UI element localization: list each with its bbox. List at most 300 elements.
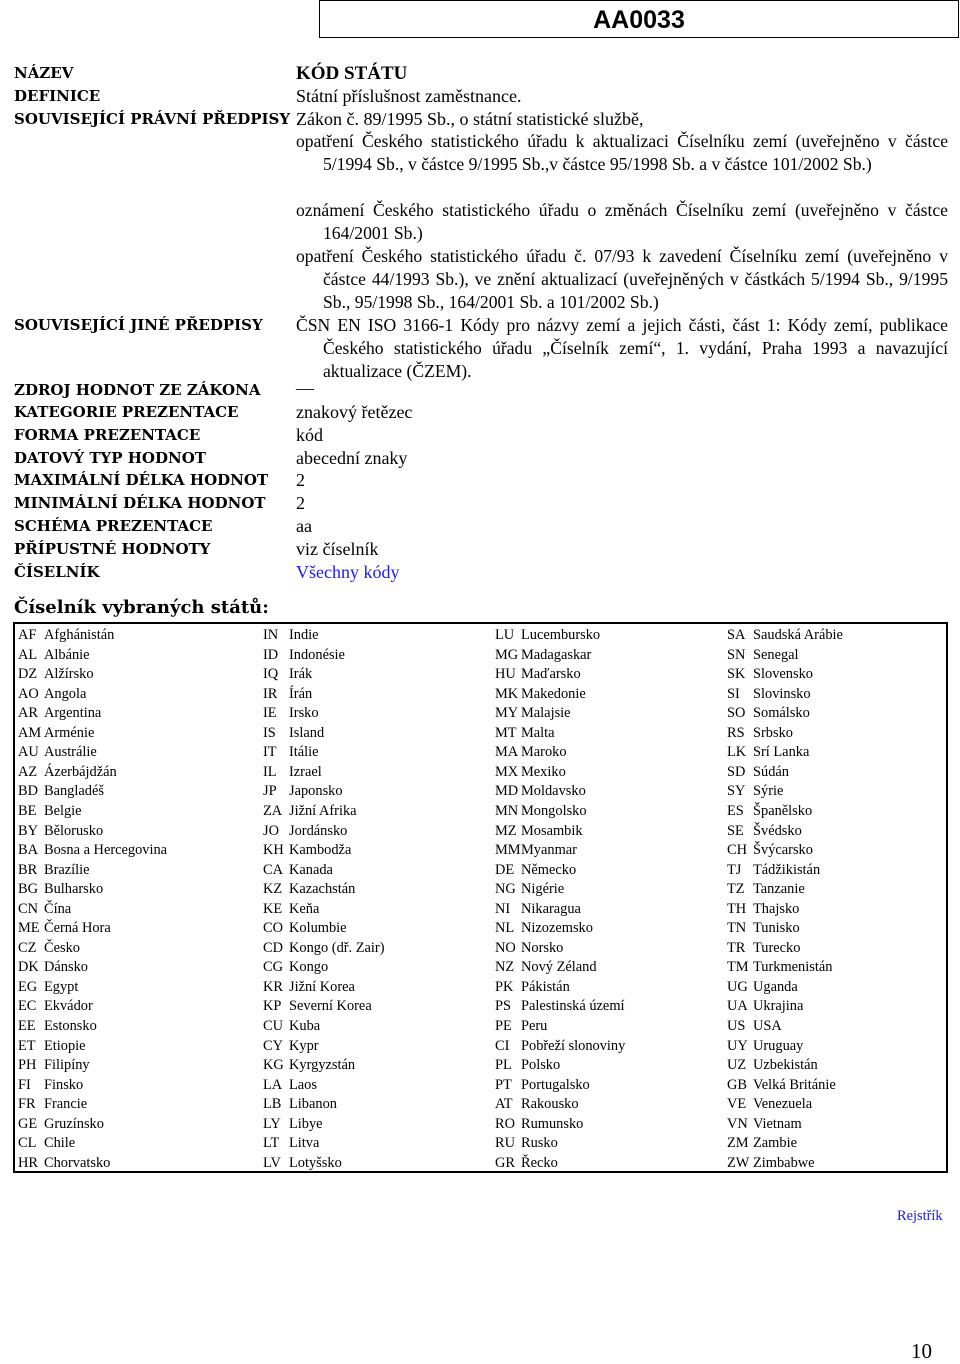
country-row <box>495 706 571 720</box>
country-row <box>727 1078 836 1092</box>
country-code: MD <box>495 783 519 800</box>
country-row <box>727 882 805 896</box>
country-name: Saudská Arábie <box>753 627 843 643</box>
field-label-ciselnik: ČÍSELNÍK <box>14 563 100 581</box>
country-code: MK <box>495 685 519 702</box>
country-name: Kypr <box>289 1037 319 1054</box>
country-name: Kongo <box>289 959 329 976</box>
country-row <box>727 648 799 662</box>
country-name: Severní Korea <box>289 998 372 1015</box>
country-name: Albánie <box>44 646 90 663</box>
country-name: Nikaragua <box>521 900 581 917</box>
field-label-schema: SCHÉMA PREZENTACE <box>14 517 213 535</box>
field-label-datovy-typ: DATOVÝ TYP HODNOT <box>14 449 206 467</box>
country-row <box>495 628 600 642</box>
page-number: 10 <box>911 1339 932 1363</box>
field-value-pripustne: viz číselník <box>296 539 379 559</box>
country-code: AM <box>18 724 42 741</box>
country-code: SI <box>727 685 740 702</box>
country-row <box>263 863 333 877</box>
country-row <box>263 745 319 759</box>
field-label-pravni-predpisy: SOUVISEJÍCÍ PRÁVNÍ PŘEDPISY <box>14 110 291 128</box>
country-row <box>727 843 813 857</box>
country-row <box>263 980 355 994</box>
country-code: CZ <box>18 939 37 956</box>
field-value-max-delka: 2 <box>296 470 305 490</box>
country-code: PT <box>495 1076 512 1093</box>
country-name: Slovensko <box>753 666 813 683</box>
country-name: Egypt <box>44 978 79 995</box>
country-code: LV <box>263 1154 281 1171</box>
country-name: Jižní Afrika <box>289 802 357 819</box>
country-code: IL <box>263 763 277 780</box>
country-code: PH <box>18 1057 37 1074</box>
country-code: GE <box>18 1115 38 1132</box>
field-value-pravni-p2: oznámení Českého statistického úřadu o změnách Číselníku zemí (uveřejněno v částce 164/2001 Sb.) <box>296 200 948 243</box>
country-name: Ukrajina <box>753 998 804 1015</box>
country-name: Zambie <box>753 1135 797 1152</box>
field-label-max-delka: MAXIMÁLNÍ DÉLKA HODNOT <box>14 471 269 489</box>
country-name: Peru <box>521 1018 548 1034</box>
field-label-zdroj: ZDROJ HODNOT ZE ZÁKONA <box>14 381 261 399</box>
country-code: AU <box>18 744 39 761</box>
country-code: UZ <box>727 1057 747 1074</box>
country-row <box>18 745 97 759</box>
country-row <box>495 804 587 818</box>
country-code: EC <box>18 998 37 1015</box>
country-row <box>495 667 581 681</box>
country-name: Rakousko <box>521 1096 579 1113</box>
country-code: CH <box>727 842 747 859</box>
country-name: Mongolsko <box>521 802 587 819</box>
country-name: Angola <box>44 685 87 702</box>
field-label-nazev: NÁZEV <box>14 64 74 82</box>
country-row <box>18 1097 87 1111</box>
country-code: BA <box>18 842 38 859</box>
country-row <box>727 1097 812 1111</box>
country-code: IE <box>263 705 277 722</box>
country-row <box>495 1039 625 1053</box>
country-row <box>727 726 793 740</box>
country-code: AL <box>18 646 38 663</box>
country-code: BY <box>18 822 38 839</box>
country-code: CI <box>495 1037 510 1054</box>
country-code: DE <box>495 861 515 878</box>
field-label-kategorie: KATEGORIE PREZENTACE <box>14 403 239 421</box>
country-name: Venezuela <box>753 1096 813 1113</box>
country-code: CN <box>18 900 38 917</box>
country-name: Srbsko <box>753 724 793 741</box>
field-value-jine-predpisy: ČSN EN ISO 3166-1 Kódy pro názvy zemí a jejich části, část 1: Kódy zemí, publikace Českého statistického úřadu „Číselník zemí“, 1. vydání, Praha 1993 a navazující aktualizace (ČZEM). <box>296 315 948 381</box>
field-label-min-delka: MINIMÁLNÍ DÉLKA HODNOT <box>14 494 266 512</box>
country-code: MM <box>495 842 521 859</box>
country-code: BG <box>18 881 38 898</box>
country-code: PE <box>495 1018 512 1034</box>
country-name: Tanzanie <box>753 881 805 898</box>
country-row <box>263 784 343 798</box>
country-row <box>18 784 104 798</box>
country-code: ZM <box>727 1135 749 1152</box>
country-code: US <box>727 1018 746 1034</box>
rejstrik-link[interactable]: Rejstřík <box>897 1208 943 1224</box>
country-name: Lucembursko <box>521 627 601 643</box>
country-name: Filipíny <box>44 1057 90 1074</box>
field-label-jine-predpisy: SOUVISEJÍCÍ JINÉ PŘEDPISY <box>14 316 263 334</box>
country-row <box>727 1117 802 1131</box>
country-code: VN <box>727 1115 748 1132</box>
country-row <box>727 1058 818 1072</box>
country-row <box>263 1117 323 1131</box>
country-name: Čína <box>44 900 72 917</box>
country-row <box>727 941 800 955</box>
country-row <box>495 765 566 779</box>
country-code: MT <box>495 724 517 741</box>
country-code: KG <box>263 1057 284 1074</box>
country-name: Řecko <box>521 1154 558 1171</box>
country-code: LT <box>263 1135 280 1152</box>
country-name: Kuba <box>289 1018 321 1034</box>
country-name: Kazachstán <box>289 881 356 898</box>
country-code: AO <box>18 685 39 702</box>
country-row <box>727 980 798 994</box>
country-name: Makedonie <box>521 685 586 702</box>
country-name: Alžírsko <box>44 666 94 683</box>
country-name: Kongo (dř. Zair) <box>289 939 385 956</box>
country-code: MZ <box>495 822 517 839</box>
country-code: ET <box>18 1037 36 1054</box>
country-name: Moldavsko <box>521 783 586 800</box>
country-name: Mexiko <box>521 763 566 780</box>
country-name: Norsko <box>521 939 564 956</box>
country-row <box>495 726 555 740</box>
country-row <box>495 1078 590 1092</box>
country-row <box>495 1136 558 1150</box>
country-row <box>18 1156 110 1170</box>
country-row <box>263 960 328 974</box>
country-code: NI <box>495 900 511 917</box>
country-name: Lotyšsko <box>289 1154 342 1171</box>
country-name: Súdán <box>753 763 789 780</box>
country-code: KR <box>263 978 283 995</box>
country-name: Bosna a Hercegovina <box>44 842 168 859</box>
country-name: Chile <box>44 1135 76 1152</box>
country-row <box>495 1058 560 1072</box>
country-name: Chorvatsko <box>44 1154 111 1171</box>
country-name: Keňa <box>289 900 320 917</box>
country-row <box>495 1019 547 1033</box>
country-code: NO <box>495 939 516 956</box>
country-code: SE <box>727 822 744 839</box>
country-row <box>18 804 82 818</box>
country-code: JP <box>263 783 277 800</box>
country-code: KH <box>263 842 284 859</box>
country-name: Malta <box>521 724 555 741</box>
country-row <box>18 628 114 642</box>
field-value-zakon: Zákon č. 89/1995 Sb., o státní statistické službě, <box>296 109 644 129</box>
country-row <box>18 1078 83 1092</box>
country-row <box>18 999 93 1013</box>
country-row <box>263 1039 319 1053</box>
country-row <box>18 980 78 994</box>
country-code: MN <box>495 802 519 819</box>
country-row <box>18 902 71 916</box>
country-row <box>18 706 101 720</box>
country-row <box>18 1039 86 1053</box>
country-code: BE <box>18 802 37 819</box>
country-code: PS <box>495 998 512 1015</box>
country-code-table <box>13 622 948 1173</box>
country-code: AR <box>18 705 38 722</box>
country-code: HR <box>18 1154 38 1171</box>
country-name: Portugalsko <box>521 1076 590 1093</box>
country-code: UA <box>727 998 748 1015</box>
country-name: Bulharsko <box>44 881 104 898</box>
country-code: CL <box>18 1135 37 1152</box>
country-code: HU <box>495 666 516 683</box>
country-name: Rusko <box>521 1135 558 1152</box>
country-code: CD <box>263 939 283 956</box>
country-name: Nigérie <box>521 881 565 898</box>
country-name: Myanmar <box>521 842 577 859</box>
country-code: IT <box>263 744 277 761</box>
country-name: Polsko <box>521 1057 561 1074</box>
country-name: Írán <box>289 685 313 702</box>
country-code: GR <box>495 1154 515 1171</box>
country-code: RO <box>495 1115 515 1132</box>
country-name: Bělorusko <box>44 822 104 839</box>
country-row <box>263 941 385 955</box>
country-code: KP <box>263 998 282 1015</box>
country-row <box>263 1097 337 1111</box>
field-value-datovy-typ: abecední znaky <box>296 448 408 468</box>
country-code: KZ <box>263 881 283 898</box>
ciselnik-link[interactable]: Všechny kódy <box>296 562 400 582</box>
country-row <box>263 999 372 1013</box>
country-name: Afghánistán <box>44 627 115 643</box>
country-row <box>727 824 802 838</box>
country-name: Kolumbie <box>289 920 347 937</box>
country-row <box>263 921 347 935</box>
country-name: Thajsko <box>753 900 800 917</box>
country-code: SD <box>727 763 746 780</box>
country-name: Mosambik <box>521 822 583 839</box>
country-row <box>18 863 90 877</box>
country-name: Laos <box>289 1076 317 1093</box>
country-name: Pákistán <box>521 978 570 995</box>
country-name: Srí Lanka <box>753 744 810 761</box>
country-code: IQ <box>263 666 279 683</box>
field-value-nazev: KÓD STÁTU <box>296 63 408 84</box>
country-name: Rumunsko <box>521 1115 584 1132</box>
country-row <box>727 960 832 974</box>
country-row <box>727 1136 797 1150</box>
country-name: Maroko <box>521 744 567 761</box>
country-code: LB <box>263 1096 282 1113</box>
country-row <box>263 882 355 896</box>
country-name: Bangladéš <box>44 783 104 800</box>
country-row <box>495 1156 558 1170</box>
country-name: Turecko <box>753 939 801 956</box>
country-row <box>495 687 586 701</box>
country-name: Česko <box>44 939 80 956</box>
country-name: Švédsko <box>753 822 802 839</box>
country-code: JO <box>263 822 279 839</box>
country-row <box>727 1156 815 1170</box>
country-code: NZ <box>495 959 515 976</box>
country-row <box>727 1039 803 1053</box>
country-code: IS <box>263 724 276 741</box>
country-code: ES <box>727 802 744 819</box>
country-name: Španělsko <box>753 802 813 819</box>
country-row <box>727 921 800 935</box>
country-row <box>18 667 94 681</box>
country-row <box>18 648 90 662</box>
country-name: Černá Hora <box>44 920 111 937</box>
country-name: Etiopie <box>44 1037 86 1054</box>
country-name: Island <box>289 724 325 741</box>
country-name: Senegal <box>753 646 799 663</box>
country-name: Jordánsko <box>289 822 348 839</box>
field-value-pravni-p3: opatření Českého statistického úřadu č. 07/93 k zavedení Číselníku zemí (uveřejněno v částce 44/1993 Sb.), ve znění aktualizací (uveřejněných v částkách 5/1994 Sb., 9/1995 Sb., 95/1998 Sb., 164/2001 Sb. a 101/2002 Sb.) <box>296 246 948 312</box>
country-name: Ekvádor <box>44 998 93 1015</box>
field-value-pravni-p1: opatření Českého statistického úřadu k aktualizaci Číselníku zemí (uveřejněno v částce 5/1994 Sb., v částce 9/1995 Sb.,v částce 95/1998 Sb. a v částce 101/2002 Sb.) <box>296 131 948 174</box>
country-code: LU <box>495 627 515 643</box>
country-row <box>263 1136 319 1150</box>
country-name: Libanon <box>289 1096 337 1113</box>
country-row <box>727 628 843 642</box>
country-row <box>727 706 810 720</box>
country-row <box>495 921 593 935</box>
country-name: Francie <box>44 1096 88 1113</box>
country-row <box>263 804 357 818</box>
country-code: MA <box>495 744 519 761</box>
country-code: SY <box>727 783 746 800</box>
country-row <box>263 706 319 720</box>
country-row <box>18 1136 75 1150</box>
country-code: ID <box>263 646 279 663</box>
country-name: Japonsko <box>289 783 343 800</box>
country-row <box>18 726 94 740</box>
country-row <box>727 902 799 916</box>
country-name: Irsko <box>289 705 319 722</box>
country-row <box>18 1117 104 1131</box>
country-code: MX <box>495 763 519 780</box>
country-code: EE <box>18 1018 36 1034</box>
country-code: GB <box>727 1076 747 1093</box>
country-row <box>263 765 322 779</box>
country-name: Malajsie <box>521 705 571 722</box>
country-name: USA <box>753 1018 782 1034</box>
country-name: Belgie <box>44 802 82 819</box>
country-name: Arménie <box>44 724 95 741</box>
country-row <box>18 824 103 838</box>
country-name: Sýrie <box>753 783 784 800</box>
country-row <box>18 1058 90 1072</box>
country-code: DK <box>18 959 39 976</box>
country-row <box>727 804 812 818</box>
country-code: FI <box>18 1076 31 1093</box>
country-code: SN <box>727 646 746 663</box>
country-row <box>263 648 345 662</box>
country-row <box>263 726 324 740</box>
country-code: KE <box>263 900 283 917</box>
field-value-schema: aa <box>296 516 312 536</box>
country-name: Pobřeží slonoviny <box>521 1037 626 1054</box>
country-row <box>18 843 167 857</box>
country-code: TM <box>727 959 749 976</box>
country-row <box>263 687 312 701</box>
country-name: Palestinská území <box>521 998 625 1015</box>
country-name: Austrálie <box>44 744 97 761</box>
country-code: RS <box>727 724 745 741</box>
country-name: Brazílie <box>44 861 90 878</box>
country-name: Finsko <box>44 1076 84 1093</box>
country-code: TH <box>727 900 747 917</box>
country-code: TJ <box>727 861 742 878</box>
country-code: RU <box>495 1135 515 1152</box>
country-name: Uganda <box>753 978 798 995</box>
field-value-forma: kód <box>296 425 323 445</box>
country-name: Dánsko <box>44 959 88 976</box>
country-code: TZ <box>727 881 745 898</box>
country-code: AF <box>18 627 37 643</box>
country-name: Gruzínsko <box>44 1115 104 1132</box>
country-row <box>495 1097 579 1111</box>
country-name: Ázerbájdžán <box>44 763 117 780</box>
country-row <box>727 745 809 759</box>
document-code: AA0033 <box>319 0 959 38</box>
country-name: Tunisko <box>753 920 800 937</box>
country-row <box>18 960 88 974</box>
country-code: CG <box>263 959 283 976</box>
country-code: NL <box>495 920 515 937</box>
country-name: Zimbabwe <box>753 1154 815 1171</box>
country-name: Kambodža <box>289 842 352 859</box>
country-row <box>18 1019 97 1033</box>
country-row <box>495 824 583 838</box>
country-code: UG <box>727 978 748 995</box>
field-value-min-delka: 2 <box>296 493 305 513</box>
country-name: Itálie <box>289 744 319 761</box>
country-code: CA <box>263 861 283 878</box>
country-code: AT <box>495 1096 513 1113</box>
country-row <box>18 687 86 701</box>
country-code: PK <box>495 978 514 995</box>
country-code: IR <box>263 685 278 702</box>
country-code: AZ <box>18 763 38 780</box>
country-row <box>727 1019 782 1033</box>
country-code: NG <box>495 881 516 898</box>
country-name: Uruguay <box>753 1037 804 1054</box>
country-name: Německo <box>521 861 577 878</box>
country-name: Indie <box>289 627 319 643</box>
country-name: Kanada <box>289 861 333 878</box>
country-code: LK <box>727 744 747 761</box>
country-code: CO <box>263 920 283 937</box>
country-row <box>495 999 625 1013</box>
country-code: SO <box>727 705 746 722</box>
country-name: Švýcarsko <box>753 842 813 859</box>
country-name: Argentina <box>44 705 102 722</box>
field-label-pripustne: PŘÍPUSTNÉ HODNOTY <box>14 540 211 558</box>
country-row <box>18 765 117 779</box>
country-row <box>495 1117 583 1131</box>
country-code: MG <box>495 646 519 663</box>
country-row <box>263 1078 317 1092</box>
country-row <box>495 960 597 974</box>
country-code: FR <box>18 1096 36 1113</box>
country-row <box>18 882 103 896</box>
